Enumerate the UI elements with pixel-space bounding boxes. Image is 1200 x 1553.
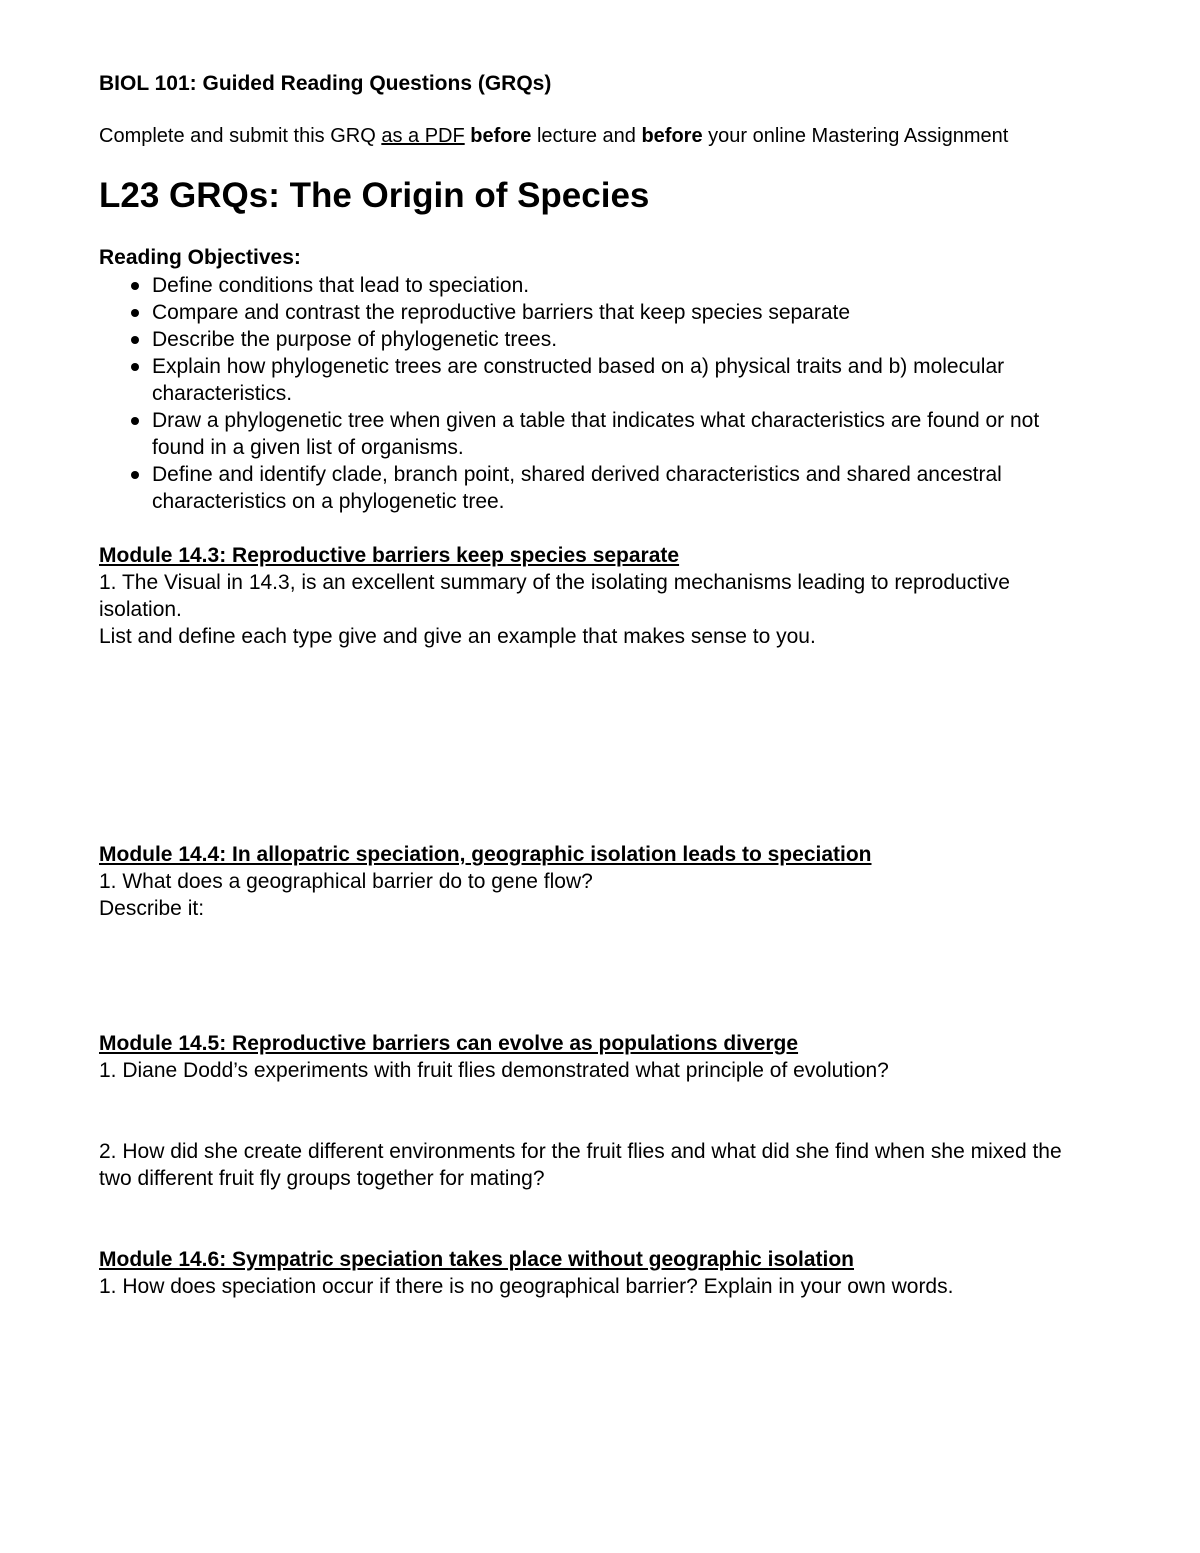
objective-text: Define conditions that lead to speciation. [152,274,530,297]
module-14-6 [99,1246,1089,1300]
module-14-5 [99,1030,1089,1192]
module-title: Module 14.5: Reproductive barriers can evolve as populations diverge [99,1032,799,1055]
objectives-heading: Reading Objectives: [99,246,301,269]
course-header: BIOL 101: Guided Reading Questions (GRQs) [99,72,552,95]
instructions-text-4: your online Mastering Assignment [702,125,1009,147]
lecture-title: L23 GRQs: The Origin of Species [99,176,650,215]
question-text: Describe it: [99,897,205,920]
objectives-list [131,272,1091,515]
question-text: 1. The Visual in 14.3, is an excellent summary of the isolating mechanisms leading to reproductive isolation. [99,571,1010,621]
objective-item [131,299,1091,326]
module-title: Module 14.3: Reproductive barriers keep species separate [99,544,680,567]
question-text: 2. How did she create different environments for the fruit flies and what did she find when she mixed the two different fruit fly groups together for mating? [99,1140,1062,1190]
submission-instructions [99,125,1008,148]
objective-item [131,353,1091,407]
question-text: 1. What does a geographical barrier do to gene flow? [99,870,593,893]
question-text: 1. Diane Dodd’s experiments with fruit flies demonstrated what principle of evolution? [99,1059,889,1082]
objective-text: Describe the purpose of phylogenetic trees. [152,328,558,351]
question-text: 1. How does speciation occur if there is no geographical barrier? Explain in your own words. [99,1275,954,1298]
instructions-text-1: Complete and submit this GRQ [99,125,382,147]
question-text: List and define each type give and give an example that makes sense to you. [99,625,816,648]
instructions-bold-2: before [641,125,703,147]
bullet-icon [131,336,139,344]
objective-text: Explain how phylogenetic trees are constructed based on a) physical traits and b) molecular characteristics. [152,355,1005,405]
bullet-icon [131,363,139,371]
module-title: Module 14.4: In allopatric speciation, geographic isolation leads to speciation [99,843,872,866]
module-14-4 [99,841,1089,922]
bullet-icon [131,471,139,479]
module-title: Module 14.6: Sympatric speciation takes place without geographic isolation [99,1248,855,1271]
pdf-link-text: as a PDF [381,125,465,147]
objective-text: Compare and contrast the reproductive barriers that keep species separate [152,301,851,324]
objective-item [131,272,1091,299]
instructions-bold-1: before [470,125,532,147]
bullet-icon [131,417,139,425]
instructions-text-3: lecture and [531,125,642,147]
objective-text: Draw a phylogenetic tree when given a table that indicates what characteristics are found or not found in a given list of organisms. [152,409,1040,459]
objective-item [131,407,1091,461]
bullet-icon [131,282,139,290]
objective-text: Define and identify clade, branch point, shared derived characteristics and shared ancestral characteristics on a phylogenetic tree. [152,463,1002,513]
module-14-3 [99,542,1089,650]
objective-item [131,461,1091,515]
bullet-icon [131,309,139,317]
objective-item [131,326,1091,353]
